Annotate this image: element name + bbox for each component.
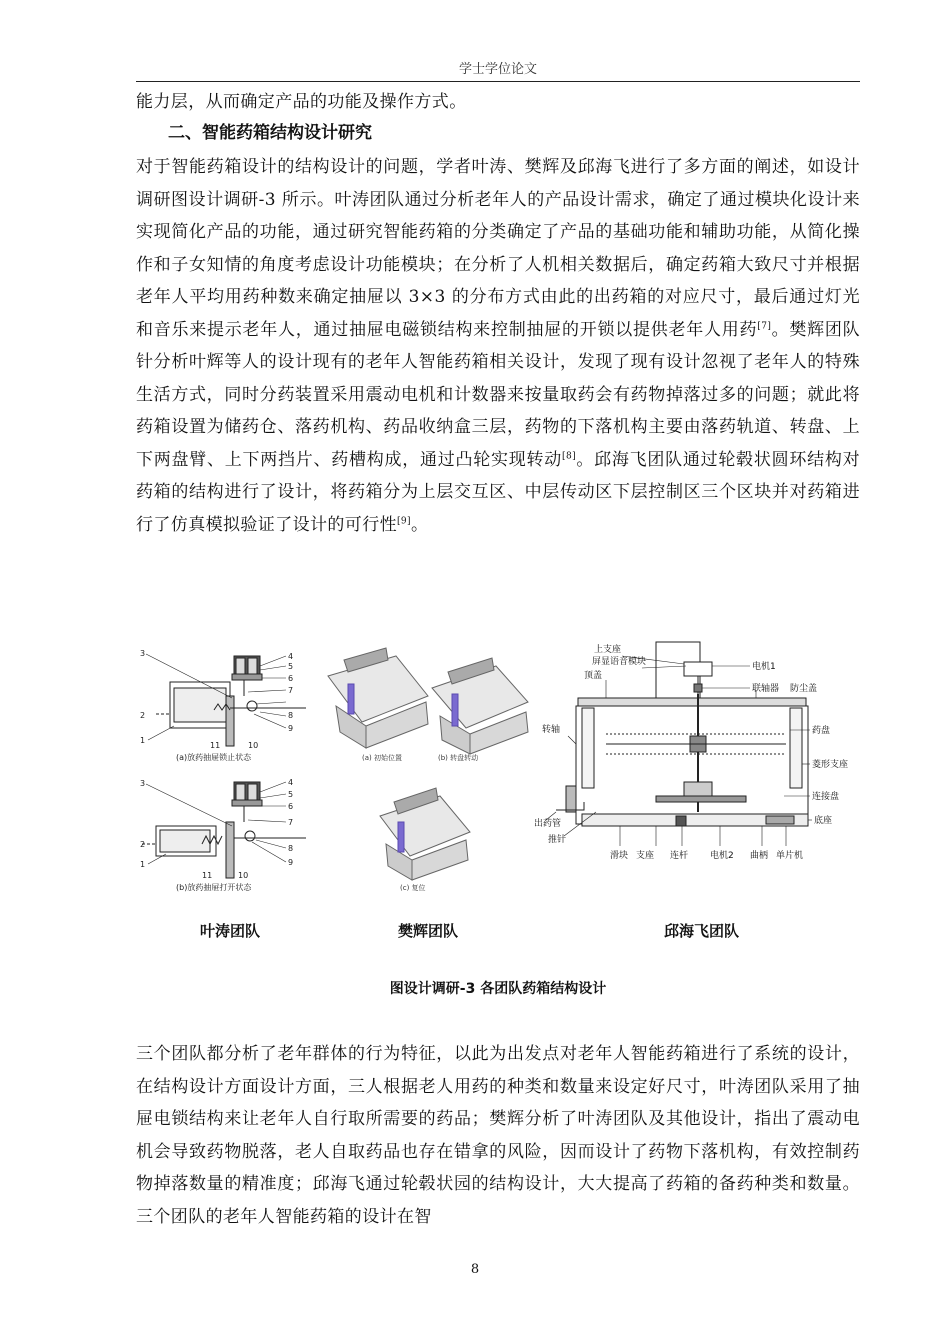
- ye-diagram-b: [142, 782, 306, 878]
- qiu-label-diamond-support: 菱形支座: [812, 760, 849, 770]
- paragraph-1: [136, 151, 860, 541]
- section-heading: 二、智能药箱结构设计研究: [168, 123, 372, 143]
- para1-part3: 。邱海飞团队通过轮毂状圆环结构对药箱的结构进行了设计，将药箱分为上层交互区、中层传动区下层控制区三个区块并对药箱进行了仿真模拟验证了设计的可行性: [136, 449, 860, 535]
- ye-a-label-7: 7: [288, 686, 294, 695]
- qiu-label-shaft: 转轴: [542, 725, 561, 735]
- qiu-label-support: 支座: [636, 851, 655, 861]
- qiu-label-upper-support: 上支座: [594, 645, 622, 655]
- fan-diagram-c: [380, 788, 470, 880]
- qiu-label-motor1: 电机1: [752, 662, 776, 672]
- ye-a-label-2: 2: [140, 711, 146, 720]
- qiu-label-mcu: 单片机: [776, 851, 804, 861]
- fan-sub-c: (c) 复位: [400, 884, 426, 892]
- intro-continuation: 能力层，从而确定产品的功能及操作方式。: [136, 92, 467, 112]
- fan-sub-a: (a) 初始位置: [362, 754, 402, 762]
- ye-b-label-11: 11: [202, 871, 213, 880]
- ye-sub-b: (b)放药抽屉打开状态: [176, 883, 252, 892]
- ye-a-label-11: 11: [210, 741, 221, 750]
- ye-b-label-7: 7: [288, 818, 294, 827]
- ye-b-label-9: 9: [288, 858, 294, 867]
- para1-part1: 对于智能药箱设计的结构设计的问题，学者叶涛、樊辉及邱海飞进行了多方面的阐述，如设计调研图设计调研-3 所示。叶涛团队通过分析老年人的产品设计需求，确定了通过模块化设计来实现简化产品的功能，通过研究智能药箱的分类确定了产品的基础功能和辅助功能，从简化操作和子女知情的角度考虑设计功能模块；在分析了人机相关数据后，确定药箱大致尺寸并根据老年人平均用药种数来确定抽屉以 3×3 的分布方式由此的出药箱的对应尺寸，最后通过灯光和音乐来提示老年人，通过抽屉电磁锁结构来控制抽屉的开锁以提供老年人用药: [136, 157, 860, 340]
- para1-part4: 。: [410, 514, 429, 535]
- para1-part2: 。樊辉团队针分析叶辉等人的设计现有的老年人智能药箱相关设计，发现了现有设计忽视了老年人的特殊生活方式，同时分药装置采用震动电机和计数器来按量取药会有药物掉落过多的问题；就此将药箱设置为储药仓、落药机构、药品收纳盒三层，药物的下落机构主要由落药轨道、转盘、上下两盘臂、上下两挡片、药槽构成，通过凸轮实现转动: [136, 319, 861, 470]
- ye-sub-a: (a)放药抽屉锁止状态: [176, 753, 252, 762]
- ye-b-label-5: 5: [288, 790, 294, 799]
- fan-diagram-a: [328, 648, 428, 748]
- qiu-label-base: 底座: [814, 816, 833, 826]
- paragraph-2: 三个团队都分析了老年群体的行为特征，以此为出发点对老年人智能药箱进行了系统的设计，在结构设计方面设计方面，三人根据老人用药的种类和数量来设定好尺寸，叶涛团队采用了抽屉电锁结构来让老年人自行取所需要的药品；樊辉分析了叶涛团队及其他设计，指出了震动电机会导致药物脱落，老人自取药品也存在错拿的风险，因而设计了药物下落机构，有效控制药物掉落数量的精准度；邱海飞通过轮毂状园的结构设计，大大提高了药箱的备药种类和数量。三个团队的老年人智能药箱的设计在智: [136, 1044, 860, 1227]
- qiu-label-medicine-tray: 药盘: [812, 726, 831, 736]
- qiu-label-push-pin: 推针: [548, 835, 567, 845]
- panel-label-fan: 樊辉团队: [398, 922, 459, 940]
- ye-b-label-2: 2: [140, 840, 146, 849]
- qiu-label-slider: 滑块: [610, 851, 629, 861]
- page-number: 8: [470, 1262, 480, 1277]
- ye-b-label-10: 10: [238, 871, 249, 880]
- qiu-label-screen-voice: 屏显语音模块: [592, 657, 647, 667]
- fan-sub-b: (b) 转盘转动: [438, 754, 479, 762]
- ye-b-label-6: 6: [288, 802, 294, 811]
- qiu-label-connect-plate: 连接盘: [812, 792, 840, 802]
- qiu-label-dust-cover: 防尘盖: [790, 684, 818, 694]
- qiu-label-coupling: 联轴器: [752, 684, 780, 694]
- ye-b-label-8: 8: [288, 844, 294, 853]
- ye-a-label-10: 10: [248, 741, 259, 750]
- ye-a-label-9: 9: [288, 724, 294, 733]
- citation-8[interactable]: [8]: [562, 450, 576, 461]
- ye-a-label-5: 5: [288, 662, 294, 671]
- figure-structure-designs: [136, 636, 860, 906]
- running-header: 学士学位论文: [136, 58, 860, 82]
- ye-a-label-4: 4: [288, 652, 294, 661]
- ye-a-label-3: 3: [140, 649, 146, 658]
- ye-b-label-1: 1: [140, 860, 146, 869]
- ye-a-label-6: 6: [288, 674, 294, 683]
- panel-label-ye: 叶涛团队: [200, 922, 261, 940]
- citation-9[interactable]: [9]: [397, 515, 411, 526]
- qiu-label-top-cover: 顶盖: [584, 671, 603, 681]
- qiu-label-outlet-tube: 出药管: [534, 819, 562, 829]
- qiu-label-motor2: 电机2: [710, 851, 734, 861]
- fan-diagram-b: [432, 658, 528, 754]
- ye-a-label-8: 8: [288, 711, 294, 720]
- qiu-label-link: 连杆: [670, 851, 689, 861]
- panel-label-qiu: 邱海飞团队: [664, 922, 740, 940]
- ye-b-label-4: 4: [288, 778, 294, 787]
- ye-diagram-a: [146, 654, 306, 746]
- qiu-label-crank: 曲柄: [750, 851, 769, 861]
- citation-7[interactable]: [7]: [757, 320, 772, 331]
- figure-caption: 图设计调研-3 各团队药箱结构设计: [389, 981, 607, 997]
- ye-b-label-3: 3: [140, 779, 146, 788]
- ye-a-label-1: 1: [140, 736, 146, 745]
